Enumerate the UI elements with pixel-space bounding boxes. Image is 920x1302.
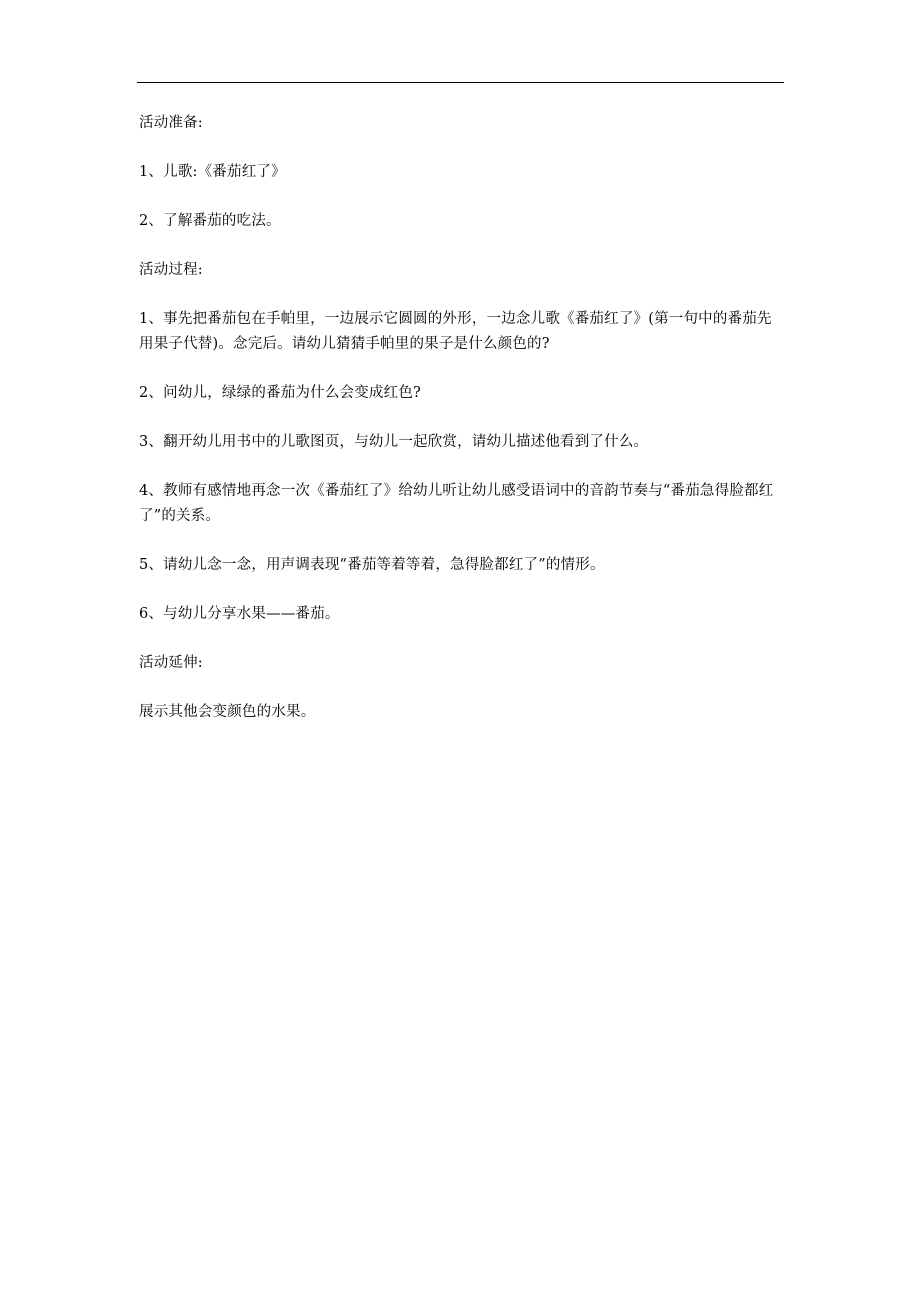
process-item-1: 1、事先把番茄包在手帕里，一边展示它圆圆的外形，一边念儿歌《番茄红了》(第一句中的番茄先用果子代替)。念完后。请幼儿猜猜手帕里的果子是什么颜色的? — [139, 311, 772, 352]
extension-item: 展示其他会变颜色的水果。 — [139, 704, 316, 720]
document-body — [139, 111, 784, 725]
process-item-4: 4、教师有感情地再念一次《番茄红了》给幼儿听让幼儿感受语词中的音韵节奏与“番茄急得脸都红了”的关系。 — [139, 483, 774, 524]
section-heading-extension: 活动延伸: — [139, 655, 203, 671]
section-heading-process: 活动过程: — [139, 262, 203, 278]
process-item-2: 2、问幼儿，绿绿的番茄为什么会变成红色? — [139, 385, 421, 401]
process-item-6: 6、与幼儿分享水果——番茄。 — [139, 606, 340, 622]
process-item-5: 5、请幼儿念一念，用声调表现“番茄等着等着，急得脸都红了”的情形。 — [139, 557, 605, 573]
preparation-item-2: 2、了解番茄的吃法。 — [139, 213, 281, 229]
preparation-item-1: 1、儿歌:《番茄红了》 — [139, 164, 286, 180]
section-heading-preparation: 活动准备: — [139, 115, 203, 131]
header-rule — [137, 82, 784, 83]
process-item-3: 3、翻开幼儿用书中的儿歌图页，与幼儿一起欣赏，请幼儿描述他看到了什么。 — [139, 434, 649, 450]
